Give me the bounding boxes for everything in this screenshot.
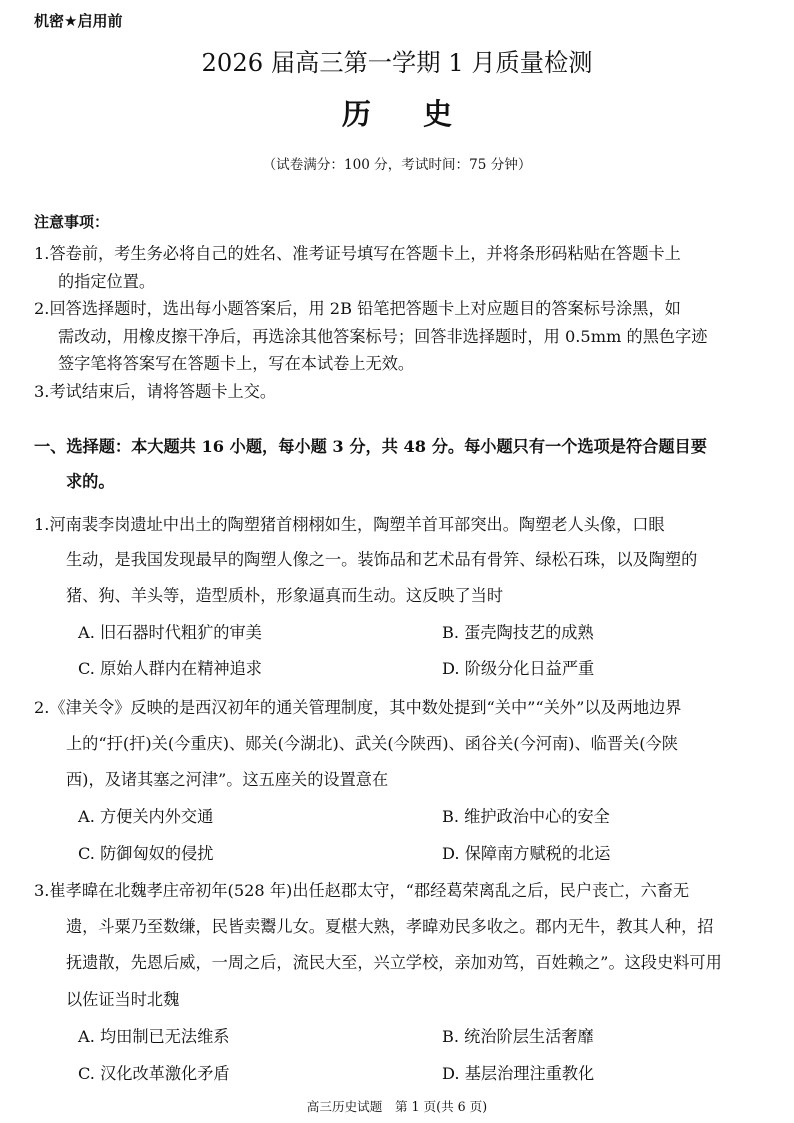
question-3-text: 3.崔孝暐在北魏孝庄帝初年(528 年)出任赵郡太守，“郡经葛荣离乱之后，民户丧亡，六畜无 [34, 881, 690, 900]
question-3-option-d: D. 基层治理注重教化 [442, 1064, 595, 1083]
question-1-option-c: C. 原始人群内在精神追求 [78, 659, 262, 678]
question-1-text: 生动，是我国发现最早的陶塑人像之一。装饰品和艺术品有骨笄、绿松石珠，以及陶塑的 [66, 550, 698, 569]
question-3-option-c: C. 汉化改革激化矛盾 [78, 1064, 230, 1083]
notice-line: 签字笔将答案写在答题卡上，写在本试卷上无效。 [58, 354, 415, 373]
question-3-option-a: A. 均田制已无法维系 [78, 1027, 230, 1046]
notice-line: 1.答卷前，考生务必将自己的姓名、准考证号填写在答题卡上，并将条形码粘贴在答题卡上 [34, 244, 681, 263]
notice-heading: 注意事项： [34, 213, 110, 231]
question-1-option-d: D. 阶级分化日益严重 [442, 659, 595, 678]
subject-title: 历史 [341, 97, 505, 131]
question-3-option-b: B. 统治阶层生活奢靡 [442, 1027, 594, 1046]
question-2-text: 上的“扜(扞)关(今重庆)、郧关(今湖北)、武关(今陕西)、函谷关(今河南)、临晋关(今陕 [66, 734, 678, 753]
question-2-option-a: A. 方便关内外交通 [78, 807, 214, 826]
question-1-text: 猪、狗、羊头等，造型质朴，形象逼真而生动。这反映了当时 [66, 586, 504, 605]
question-1-option-b: B. 蛋壳陶技艺的成熟 [442, 623, 594, 642]
question-3-text: 遗，斗粟乃至数缣，民皆卖鬻儿女。夏椹大熟，孝暐劝民多收之。郡内无牛，教其人种，招 [66, 917, 714, 936]
notice-line: 的指定位置。 [58, 272, 156, 291]
question-1-option-a: A. 旧石器时代粗犷的审美 [78, 623, 262, 642]
exam-meta: （试卷满分：100 分，考试时间：75 分钟） [262, 157, 532, 173]
section-heading-cont: 求的。 [66, 472, 115, 491]
section-heading: 一、选择题：本大题共 16 小题，每小题 3 分，共 48 分。每小题只有一个选项是符合题目要 [34, 437, 707, 456]
question-2-option-b: B. 维护政治中心的安全 [442, 807, 610, 826]
exam-title: 2026 届高三第一学期 1 月质量检测 [201, 48, 593, 77]
page-footer: 高三历史试题 第 1 页(共 6 页) [306, 1099, 488, 1114]
question-2-option-d: D. 保障南方赋税的北运 [442, 844, 611, 863]
notice-line: 3.考试结束后，请将答题卡上交。 [34, 382, 277, 401]
question-3-text: 以佐证当时北魏 [66, 990, 180, 1009]
question-1-text: 1.河南裴李岗遗址中出土的陶塑猪首栩栩如生，陶塑羊首耳部突出。陶塑老人头像，口眼 [34, 515, 665, 534]
notice-line: 需改动，用橡皮擦干净后，再选涂其他答案标号；回答非选择题时，用 0.5mm 的黑色字迹 [58, 327, 708, 346]
question-2-text: 2.《津关令》反映的是西汉初年的通关管理制度，其中数处提到“关中”“关外”以及两地边界 [34, 698, 682, 717]
question-2-option-c: C. 防御匈奴的侵扰 [78, 844, 214, 863]
confidential-label: 机密★启用前 [34, 12, 123, 30]
question-3-text: 抚遗散，先恩后威，一周之后，流民大至，兴立学校，亲加劝笃，百姓赖之”。这段史料可用 [66, 953, 722, 972]
notice-line: 2.回答选择题时，选出每小题答案后，用 2B 铅笔把答题卡上对应题目的答案标号涂黑，如 [34, 299, 681, 318]
question-2-text: 西)，及诸其塞之河津”。这五座关的设置意在 [66, 770, 389, 789]
